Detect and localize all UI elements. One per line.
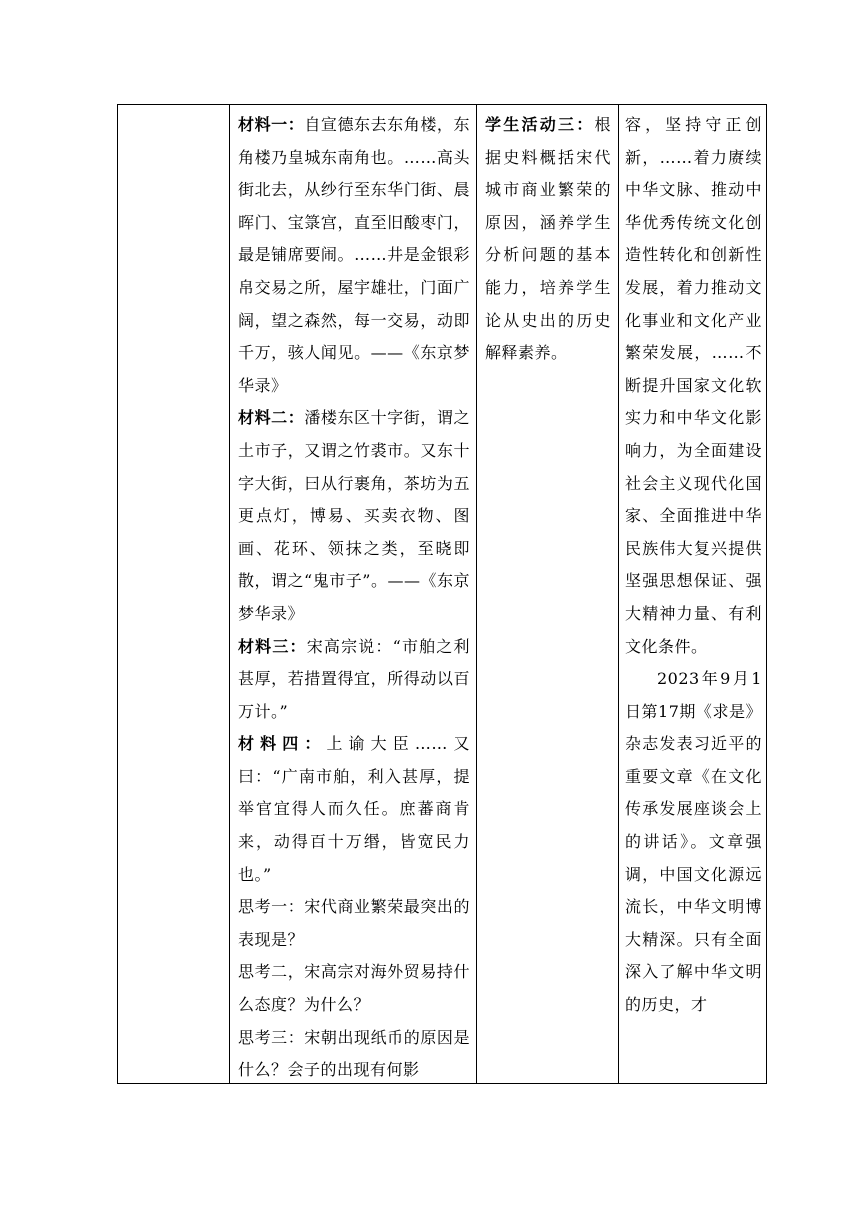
material-text: 潘楼东区十字街，谓之土市子，又谓之竹裘市。又东十字大街，曰从行裹角，茶坊为五更点灯，博易、买卖衣物、图画、花环、领抹之类，至晓即散，谓之“鬼市子”。——《东京梦华录》 xyxy=(238,408,470,623)
column-divider xyxy=(476,105,477,1083)
column-divider xyxy=(229,105,230,1083)
column-divider xyxy=(618,105,619,1083)
materials-cell xyxy=(238,109,470,1079)
material-4 xyxy=(238,728,470,891)
intent-paragraph-1: 容，坚持守正创新，……着力赓续中华文脉、推动中华优秀传统文化创造性转化和创新性发展，着力推动文化事业和文化产业繁荣发展，……不断提升国家文化软实力和中华文化影响力，为全面建设社会主义现代化国家、全面推进中华民族伟大复兴提供坚强思想保证、强大精神力量、有利文化条件。 xyxy=(625,115,762,656)
activity-body: 根据史料概括宋代城市商业繁荣的原因，涵养学生分析问题的基本能力，培养学生论从史出的历史解释素养。 xyxy=(485,115,611,363)
material-heading: 材料二： xyxy=(238,408,305,428)
question-3: 思考三：宋朝出现纸币的原因是什么？会子的出现有何影 xyxy=(238,1027,470,1079)
question-1: 思考一：宋代商业繁荣最突出的表现是？ xyxy=(238,897,470,949)
material-heading: 材料四： xyxy=(238,734,327,754)
activity-cell xyxy=(485,109,611,409)
intent-cell xyxy=(625,109,762,1079)
intent-paragraph-2: 2023年9月1日第17期《求是》杂志发表习近平的重要文章《在文化传承发展座谈会上的讲话》。文章强调，中国文化源远流长，中华文明博大精深。只有全面深入了解中华文明的历史，才 xyxy=(625,669,762,1015)
material-text: 宋高宗说：“市舶之利甚厚，若措置得宜，所得动以百万计。” xyxy=(238,636,470,721)
question-2: 思考二，宋高宗对海外贸易持什么态度？为什么？ xyxy=(238,962,470,1015)
material-heading: 材料一： xyxy=(238,115,305,134)
activity-heading: 学生活动三： xyxy=(485,115,595,134)
material-heading: 材料三： xyxy=(238,636,307,656)
material-3 xyxy=(238,631,470,729)
lesson-table xyxy=(117,104,767,1084)
material-1 xyxy=(238,109,470,402)
material-2 xyxy=(238,402,470,630)
activity-text xyxy=(485,109,611,370)
material-text: 上谕大臣……又曰：“广南市舶，利入甚厚，提举官宜得人而久任。庶蕃商肯来，动得百十万缗，皆宽民力也。” xyxy=(238,734,470,884)
material-text: 自宣德东去东角楼，东角楼乃皇城东南角也。……高头街北去，从纱行至东华门街、晨晖门、宝箓宫，直至旧酸枣门，最是铺席要闹。……井是金银彩帛交易之所，屋宇雄壮，门面广阔，望之森然，每一交易，动即千万，骇人闻见。——《东京梦华录》 xyxy=(238,115,470,395)
